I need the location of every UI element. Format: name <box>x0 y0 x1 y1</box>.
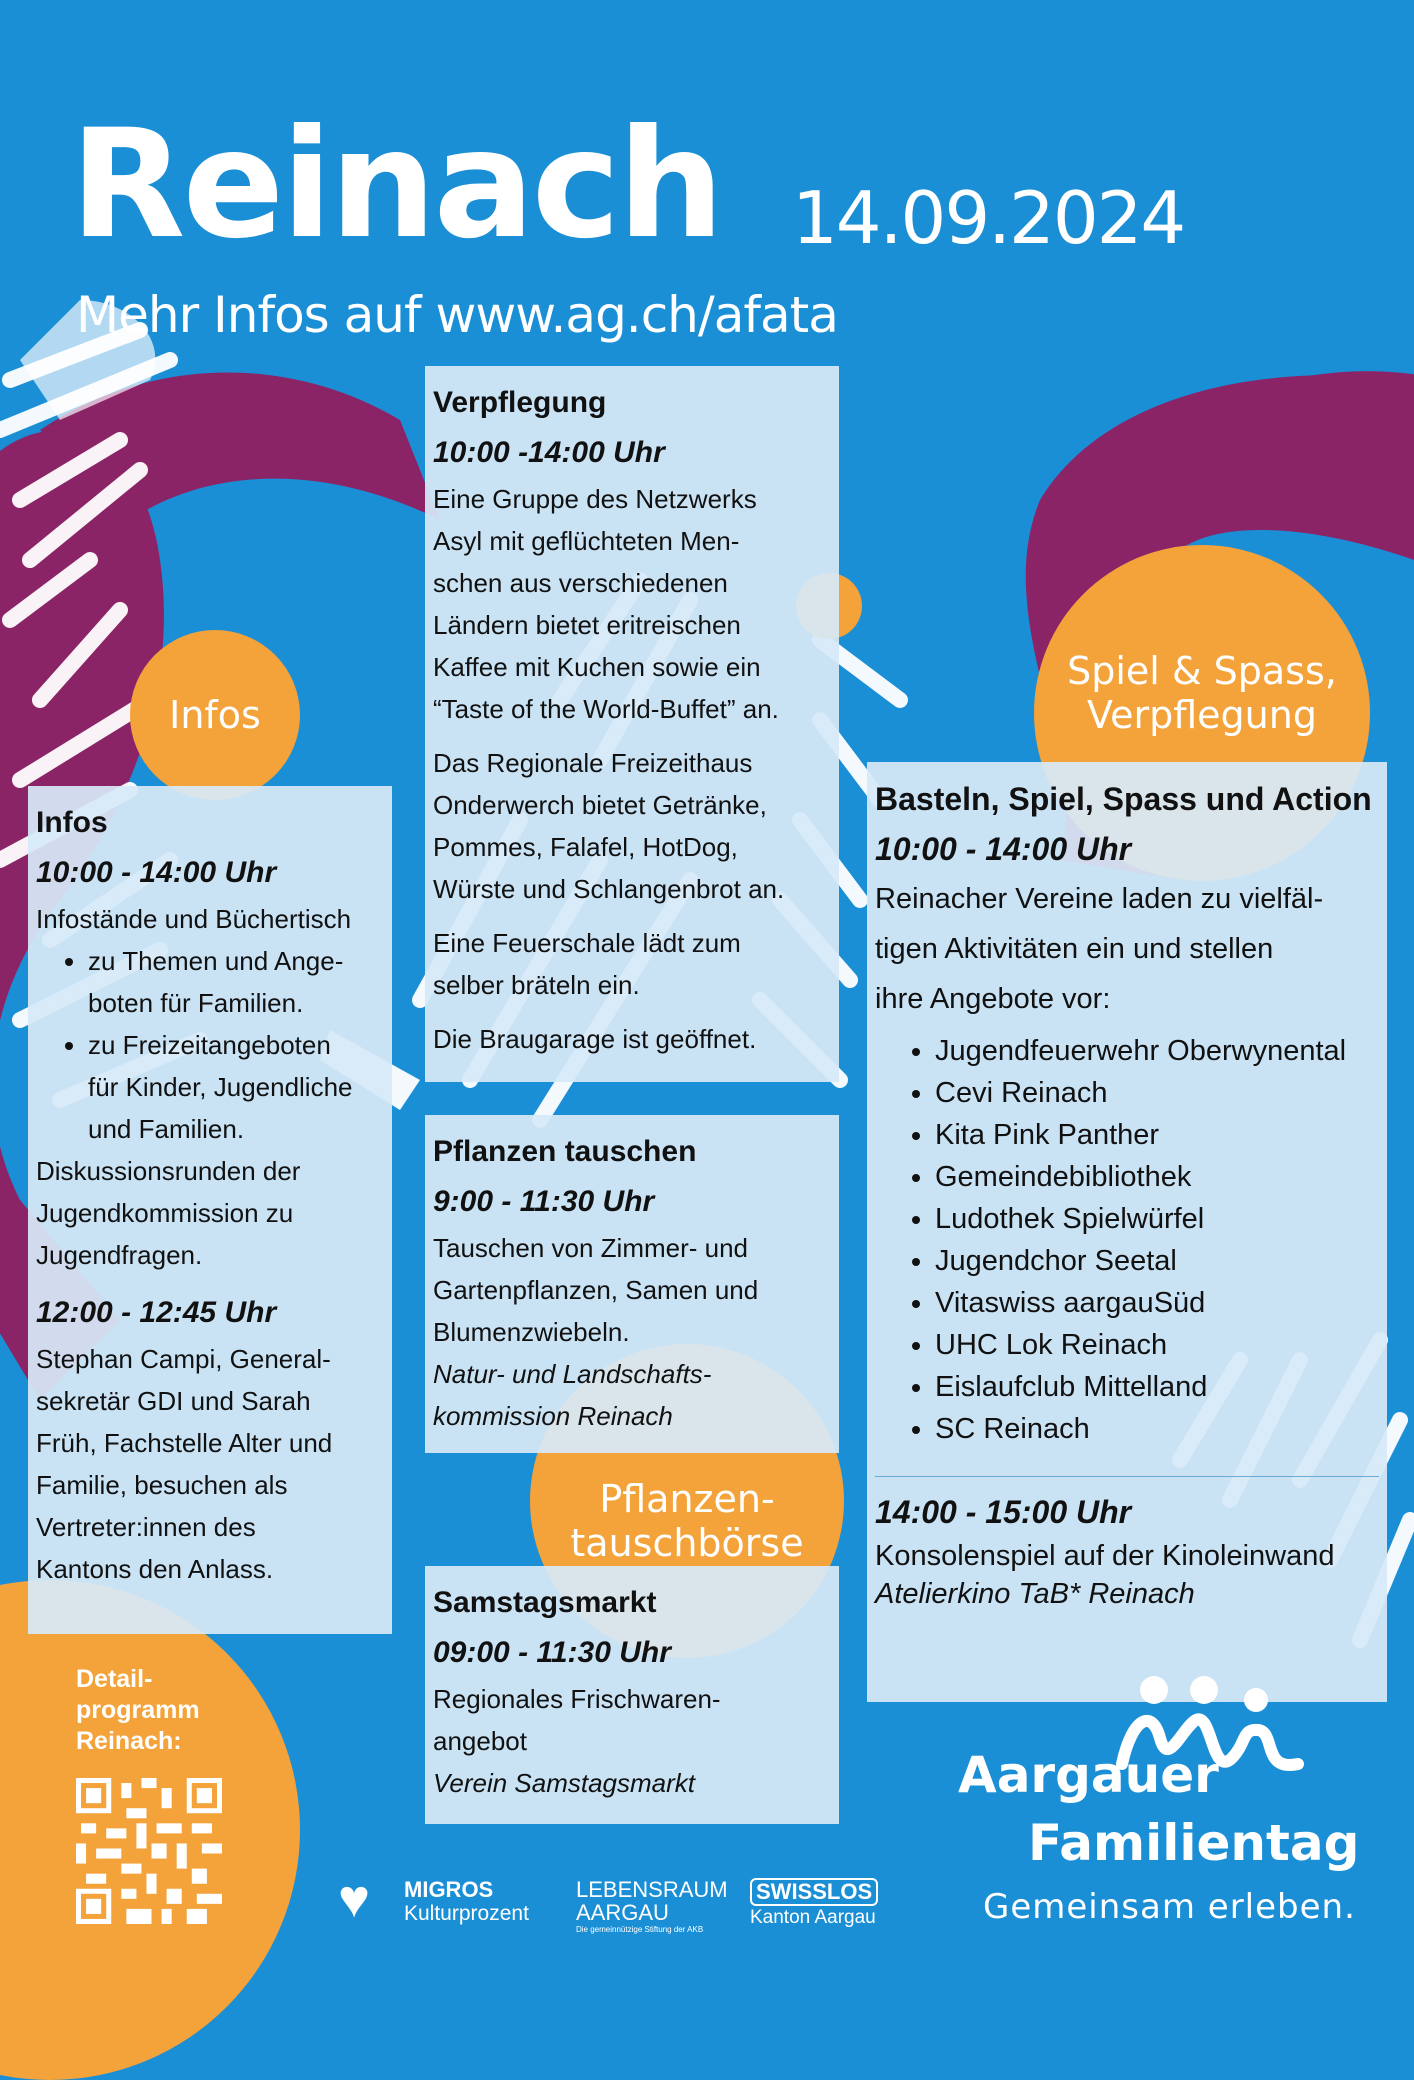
pflanzen-line: Gartenpflanzen, Samen und <box>433 1275 759 1305</box>
infos-heading: Infos <box>36 806 108 839</box>
spiel-bubble-line1: Spiel & Spass, <box>1067 649 1337 693</box>
verpflegung-line: Asyl mit geflüchteten Men- <box>433 526 740 556</box>
brand-line2: Familientag <box>1028 1814 1360 1872</box>
lebensraum-line2: AARGAU <box>576 1900 669 1925</box>
brand-tagline: Gemeinsam erleben. <box>983 1887 1356 1927</box>
list-item: • Gemeindebibliothek <box>935 1156 1379 1198</box>
bullet-line: für Kinder, Jugendliche <box>88 1072 353 1102</box>
bullet-line: zu Themen und Ange- <box>88 946 344 976</box>
bullet-line: boten für Familien. <box>88 988 304 1018</box>
spiel-intro-line: ihre Angebote vor: <box>875 983 1111 1015</box>
markt-line: angebot <box>433 1726 527 1756</box>
more-info-link[interactable]: Mehr Infos auf www.ag.ch/afata <box>76 286 838 344</box>
verpflegung-line: Kaffee mit Kuchen sowie ein <box>433 652 761 682</box>
verpflegung-line: “Taste of the World-Buffet” an. <box>433 694 779 724</box>
infos-discussion-line: Jugendfragen. <box>36 1240 203 1270</box>
infos-discussion-line: Diskussionsrunden der <box>36 1156 301 1186</box>
detail-program-label <box>76 1664 200 1757</box>
detail-line: Detail- <box>76 1665 153 1693</box>
spiel-console: Konsolenspiel auf der Kinoleinwand <box>875 1540 1335 1572</box>
spiel-time-1: 10:00 - 14:00 Uhr <box>875 831 1132 867</box>
spiel-kino: Atelierkino TaB* Reinach <box>875 1578 1195 1610</box>
migros-sub: Kulturprozent <box>404 1902 529 1925</box>
spiel-bubble-line2: Verpflegung <box>1087 693 1317 737</box>
verpflegung-box <box>425 366 839 1082</box>
list-item: • Jugendchor Seetal <box>935 1240 1379 1282</box>
detail-line: Reinach: <box>76 1727 182 1755</box>
infos-visit-line: Stephan Campi, General- <box>36 1344 331 1374</box>
pflanzen-heading: Pflanzen tauschen <box>433 1135 697 1168</box>
event-date: 14.09.2024 <box>792 176 1185 260</box>
verpflegung-heading: Verpflegung <box>433 386 607 419</box>
list-item: • Cevi Reinach <box>935 1072 1379 1114</box>
pflanzen-box <box>425 1115 839 1453</box>
migros-name: MIGROS <box>404 1877 494 1902</box>
infos-time-1: 10:00 - 14:00 Uhr <box>36 856 277 889</box>
list-item: • SC Reinach <box>935 1408 1379 1450</box>
infos-bubble <box>130 630 300 800</box>
spiel-box <box>867 762 1387 1702</box>
infos-visit-line: Früh, Fachstelle Alter und <box>36 1428 333 1458</box>
verpflegung-line: Pommes, Falafel, HotDog, <box>433 832 738 862</box>
pflanzen-bubble-line2: tauschbörse <box>570 1521 804 1565</box>
list-item: • Eislaufclub Mittelland <box>935 1366 1379 1408</box>
markt-heading: Samstagsmarkt <box>433 1586 657 1619</box>
page-title: Reinach <box>70 98 722 272</box>
infos-bullet-list <box>36 940 384 1150</box>
verpflegung-line: Eine Feuerschale lädt zum <box>433 928 741 958</box>
lebensraum-logo <box>576 1878 728 1936</box>
infos-visit-line: Vertreter:innen des <box>36 1512 256 1542</box>
pflanzen-bubble-line1: Pflanzen- <box>599 1477 775 1521</box>
verpflegung-line: Das Regionale Freizeithaus <box>433 748 753 778</box>
markt-org: Verein Samstagsmarkt <box>433 1768 696 1798</box>
verpflegung-line: schen aus verschiedenen <box>433 568 728 598</box>
infos-discussion-line: Jugendkommission zu <box>36 1198 294 1228</box>
pflanzen-org-line: Natur- und Landschafts- <box>433 1359 712 1389</box>
spiel-time-2: 14:00 - 15:00 Uhr <box>875 1494 1132 1530</box>
list-item: • UHC Lok Reinach <box>935 1324 1379 1366</box>
heart-icon: ♥ <box>338 1869 371 1929</box>
verpflegung-line: Die Braugarage ist geöffnet. <box>433 1024 757 1054</box>
swisslos-sub: Kanton Aargau <box>750 1907 876 1928</box>
markt-time: 09:00 - 11:30 Uhr <box>433 1636 671 1669</box>
swisslos-logo <box>750 1878 878 1930</box>
spiel-heading: Basteln, Spiel, Spass und Action <box>875 781 1372 817</box>
list-item: • Kita Pink Panther <box>935 1114 1379 1156</box>
infos-visit-line: Familie, besuchen als <box>36 1470 288 1500</box>
pflanzen-line: Blumenzwiebeln. <box>433 1317 630 1347</box>
infos-visit-line: sekretär GDI und Sarah <box>36 1386 311 1416</box>
list-item: • Ludothek Spielwürfel <box>935 1198 1379 1240</box>
verpflegung-line: Eine Gruppe des Netzwerks <box>433 484 757 514</box>
divider <box>875 1476 1379 1477</box>
spiel-intro-line: Reinacher Vereine laden zu vielfäl- <box>875 883 1324 915</box>
infos-intro: Infostände und Büchertisch <box>36 904 352 934</box>
verpflegung-line: selber bräteln ein. <box>433 970 640 1000</box>
markt-line: Regionales Frischwaren- <box>433 1684 721 1714</box>
list-item: • Vitaswiss aargauSüd <box>935 1282 1379 1324</box>
club-list <box>875 1030 1379 1450</box>
qr-code-icon[interactable] <box>76 1778 222 1924</box>
infos-visit-line: Kantons den Anlass. <box>36 1554 274 1584</box>
verpflegung-line: Onderwerch bietet Getränke, <box>433 790 767 820</box>
verpflegung-line: Würste und Schlangenbrot an. <box>433 874 785 904</box>
bullet-line: zu Freizeitangeboten <box>88 1030 331 1060</box>
pflanzen-time: 9:00 - 11:30 Uhr <box>433 1185 655 1218</box>
infos-time-2: 12:00 - 12:45 Uhr <box>36 1296 277 1329</box>
verpflegung-time: 10:00 -14:00 Uhr <box>433 436 665 469</box>
infos-box <box>28 786 392 1634</box>
list-item <box>88 1024 384 1150</box>
lebensraum-line1: LEBENSRAUM <box>576 1877 728 1902</box>
lebensraum-small: Die gemeinnützige Stiftung der AKB <box>576 1925 704 1934</box>
bullet-line: und Familien. <box>88 1114 245 1144</box>
swisslos-name: SWISSLOS <box>750 1878 878 1906</box>
brand-line1: Aargauer <box>958 1746 1219 1804</box>
list-item: • Jugendfeuerwehr Oberwynental <box>935 1030 1379 1072</box>
detail-line: programm <box>76 1696 200 1724</box>
markt-box <box>425 1566 839 1824</box>
spiel-intro-line: tigen Aktivitäten ein und stellen <box>875 933 1274 965</box>
verpflegung-line: Ländern bietet eritreischen <box>433 610 741 640</box>
pflanzen-org-line: kommission Reinach <box>433 1401 673 1431</box>
pflanzen-line: Tauschen von Zimmer- und <box>433 1233 749 1263</box>
list-item <box>88 940 384 1024</box>
infos-bubble-label: Infos <box>169 693 261 737</box>
